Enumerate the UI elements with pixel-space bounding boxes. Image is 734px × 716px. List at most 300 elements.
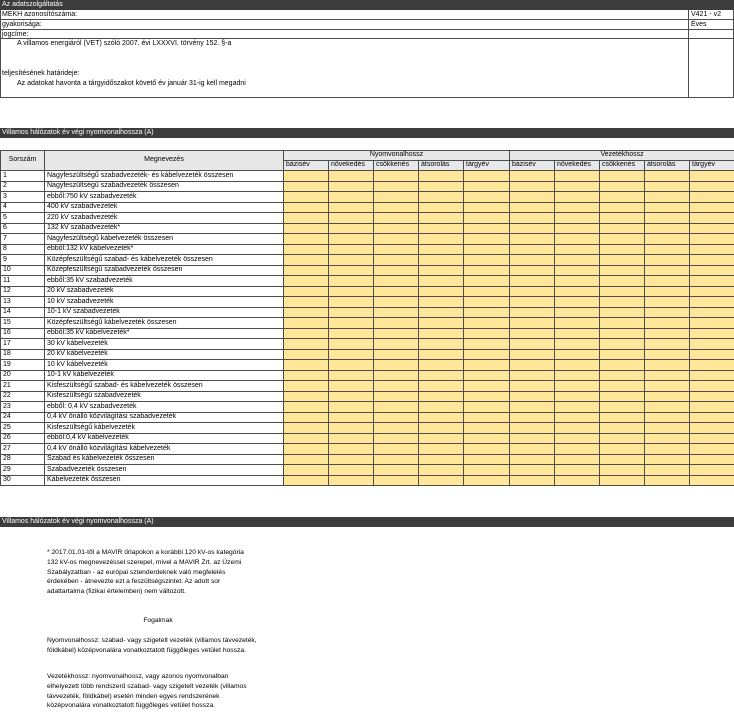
- input-cell[interactable]: [329, 370, 374, 381]
- input-cell[interactable]: [600, 349, 645, 360]
- input-cell[interactable]: [510, 444, 555, 455]
- input-cell[interactable]: [284, 391, 329, 402]
- input-cell[interactable]: [690, 255, 734, 266]
- input-cell[interactable]: [510, 265, 555, 276]
- input-cell[interactable]: [600, 171, 645, 182]
- input-cell[interactable]: [374, 402, 419, 413]
- input-cell[interactable]: [284, 202, 329, 213]
- input-cell[interactable]: [284, 328, 329, 339]
- input-cell[interactable]: [690, 265, 734, 276]
- input-cell[interactable]: [419, 234, 464, 245]
- input-cell[interactable]: [419, 307, 464, 318]
- input-cell[interactable]: [464, 423, 510, 434]
- input-cell[interactable]: [645, 391, 690, 402]
- input-cell[interactable]: [555, 381, 600, 392]
- input-cell[interactable]: [555, 360, 600, 371]
- input-cell[interactable]: [510, 475, 555, 486]
- input-cell[interactable]: [690, 234, 734, 245]
- input-cell[interactable]: [419, 192, 464, 203]
- input-cell[interactable]: [329, 234, 374, 245]
- input-cell[interactable]: [510, 202, 555, 213]
- input-cell[interactable]: [510, 213, 555, 224]
- input-cell[interactable]: [555, 223, 600, 234]
- input-cell[interactable]: [374, 360, 419, 371]
- input-cell[interactable]: [374, 391, 419, 402]
- input-cell[interactable]: [284, 213, 329, 224]
- input-cell[interactable]: [374, 297, 419, 308]
- input-cell[interactable]: [555, 202, 600, 213]
- input-cell[interactable]: [419, 171, 464, 182]
- input-cell[interactable]: [464, 349, 510, 360]
- input-cell[interactable]: [284, 276, 329, 287]
- input-cell[interactable]: [510, 391, 555, 402]
- input-cell[interactable]: [510, 234, 555, 245]
- input-cell[interactable]: [645, 181, 690, 192]
- input-cell[interactable]: [464, 276, 510, 287]
- input-cell[interactable]: [555, 433, 600, 444]
- input-cell[interactable]: [645, 360, 690, 371]
- input-cell[interactable]: [600, 423, 645, 434]
- input-cell[interactable]: [284, 181, 329, 192]
- input-cell[interactable]: [600, 412, 645, 423]
- input-cell[interactable]: [284, 381, 329, 392]
- input-cell[interactable]: [600, 360, 645, 371]
- input-cell[interactable]: [329, 213, 374, 224]
- input-cell[interactable]: [464, 475, 510, 486]
- input-cell[interactable]: [600, 370, 645, 381]
- input-cell[interactable]: [690, 171, 734, 182]
- input-cell[interactable]: [464, 360, 510, 371]
- input-cell[interactable]: [510, 328, 555, 339]
- input-cell[interactable]: [374, 318, 419, 329]
- input-cell[interactable]: [419, 391, 464, 402]
- input-cell[interactable]: [555, 318, 600, 329]
- input-cell[interactable]: [419, 286, 464, 297]
- input-cell[interactable]: [284, 339, 329, 350]
- input-cell[interactable]: [555, 370, 600, 381]
- input-cell[interactable]: [284, 433, 329, 444]
- input-cell[interactable]: [690, 381, 734, 392]
- input-cell[interactable]: [555, 465, 600, 476]
- input-cell[interactable]: [600, 339, 645, 350]
- input-cell[interactable]: [510, 297, 555, 308]
- input-cell[interactable]: [510, 255, 555, 266]
- input-cell[interactable]: [690, 475, 734, 486]
- input-cell[interactable]: [329, 255, 374, 266]
- input-cell[interactable]: [464, 444, 510, 455]
- input-cell[interactable]: [555, 213, 600, 224]
- input-cell[interactable]: [329, 433, 374, 444]
- input-cell[interactable]: [329, 381, 374, 392]
- input-cell[interactable]: [690, 370, 734, 381]
- input-cell[interactable]: [329, 339, 374, 350]
- input-cell[interactable]: [284, 265, 329, 276]
- input-cell[interactable]: [374, 213, 419, 224]
- input-cell[interactable]: [374, 276, 419, 287]
- input-cell[interactable]: [645, 192, 690, 203]
- input-cell[interactable]: [645, 433, 690, 444]
- input-cell[interactable]: [600, 286, 645, 297]
- input-cell[interactable]: [329, 223, 374, 234]
- input-cell[interactable]: [374, 286, 419, 297]
- input-cell[interactable]: [690, 349, 734, 360]
- input-cell[interactable]: [329, 328, 374, 339]
- input-cell[interactable]: [555, 402, 600, 413]
- input-cell[interactable]: [329, 465, 374, 476]
- input-cell[interactable]: [419, 465, 464, 476]
- input-cell[interactable]: [510, 412, 555, 423]
- input-cell[interactable]: [600, 244, 645, 255]
- input-cell[interactable]: [329, 286, 374, 297]
- input-cell[interactable]: [329, 402, 374, 413]
- input-cell[interactable]: [329, 307, 374, 318]
- input-cell[interactable]: [600, 318, 645, 329]
- input-cell[interactable]: [329, 454, 374, 465]
- input-cell[interactable]: [419, 328, 464, 339]
- input-cell[interactable]: [464, 234, 510, 245]
- input-cell[interactable]: [464, 286, 510, 297]
- input-cell[interactable]: [329, 244, 374, 255]
- input-cell[interactable]: [510, 171, 555, 182]
- input-cell[interactable]: [419, 475, 464, 486]
- input-cell[interactable]: [690, 213, 734, 224]
- input-cell[interactable]: [419, 402, 464, 413]
- input-cell[interactable]: [464, 381, 510, 392]
- input-cell[interactable]: [464, 433, 510, 444]
- input-cell[interactable]: [510, 465, 555, 476]
- input-cell[interactable]: [510, 244, 555, 255]
- input-cell[interactable]: [374, 234, 419, 245]
- input-cell[interactable]: [464, 370, 510, 381]
- input-cell[interactable]: [600, 433, 645, 444]
- input-cell[interactable]: [419, 181, 464, 192]
- input-cell[interactable]: [510, 402, 555, 413]
- input-cell[interactable]: [690, 223, 734, 234]
- input-cell[interactable]: [510, 318, 555, 329]
- input-cell[interactable]: [329, 265, 374, 276]
- input-cell[interactable]: [510, 349, 555, 360]
- input-cell[interactable]: [645, 339, 690, 350]
- input-cell[interactable]: [510, 423, 555, 434]
- input-cell[interactable]: [329, 349, 374, 360]
- input-cell[interactable]: [284, 192, 329, 203]
- input-cell[interactable]: [690, 318, 734, 329]
- input-cell[interactable]: [510, 286, 555, 297]
- input-cell[interactable]: [419, 360, 464, 371]
- input-cell[interactable]: [690, 276, 734, 287]
- input-cell[interactable]: [419, 276, 464, 287]
- input-cell[interactable]: [464, 297, 510, 308]
- input-cell[interactable]: [600, 255, 645, 266]
- input-cell[interactable]: [600, 402, 645, 413]
- input-cell[interactable]: [645, 234, 690, 245]
- input-cell[interactable]: [690, 307, 734, 318]
- input-cell[interactable]: [555, 475, 600, 486]
- input-cell[interactable]: [374, 171, 419, 182]
- frequency-value[interactable]: Éves: [691, 20, 707, 28]
- input-cell[interactable]: [464, 202, 510, 213]
- input-cell[interactable]: [419, 339, 464, 350]
- input-cell[interactable]: [419, 381, 464, 392]
- input-cell[interactable]: [510, 454, 555, 465]
- input-cell[interactable]: [645, 444, 690, 455]
- input-cell[interactable]: [374, 223, 419, 234]
- input-cell[interactable]: [555, 339, 600, 350]
- input-cell[interactable]: [284, 297, 329, 308]
- input-cell[interactable]: [555, 265, 600, 276]
- input-cell[interactable]: [555, 244, 600, 255]
- input-cell[interactable]: [464, 328, 510, 339]
- input-cell[interactable]: [284, 244, 329, 255]
- input-cell[interactable]: [464, 171, 510, 182]
- input-cell[interactable]: [510, 276, 555, 287]
- input-cell[interactable]: [600, 465, 645, 476]
- input-cell[interactable]: [555, 349, 600, 360]
- input-cell[interactable]: [419, 454, 464, 465]
- input-cell[interactable]: [464, 181, 510, 192]
- input-cell[interactable]: [284, 171, 329, 182]
- input-cell[interactable]: [419, 223, 464, 234]
- input-cell[interactable]: [645, 255, 690, 266]
- input-cell[interactable]: [374, 265, 419, 276]
- input-cell[interactable]: [645, 202, 690, 213]
- input-cell[interactable]: [600, 475, 645, 486]
- input-cell[interactable]: [374, 475, 419, 486]
- input-cell[interactable]: [374, 349, 419, 360]
- input-cell[interactable]: [464, 465, 510, 476]
- input-cell[interactable]: [419, 213, 464, 224]
- input-cell[interactable]: [374, 444, 419, 455]
- input-cell[interactable]: [555, 276, 600, 287]
- input-cell[interactable]: [464, 223, 510, 234]
- input-cell[interactable]: [600, 276, 645, 287]
- input-cell[interactable]: [464, 255, 510, 266]
- input-cell[interactable]: [374, 181, 419, 192]
- input-cell[interactable]: [645, 286, 690, 297]
- input-cell[interactable]: [374, 244, 419, 255]
- input-cell[interactable]: [555, 307, 600, 318]
- input-cell[interactable]: [329, 318, 374, 329]
- input-cell[interactable]: [600, 391, 645, 402]
- input-cell[interactable]: [600, 307, 645, 318]
- input-cell[interactable]: [600, 444, 645, 455]
- input-cell[interactable]: [510, 223, 555, 234]
- input-cell[interactable]: [419, 370, 464, 381]
- input-cell[interactable]: [690, 286, 734, 297]
- input-cell[interactable]: [374, 381, 419, 392]
- input-cell[interactable]: [645, 465, 690, 476]
- input-cell[interactable]: [555, 444, 600, 455]
- input-cell[interactable]: [510, 360, 555, 371]
- input-cell[interactable]: [555, 192, 600, 203]
- input-cell[interactable]: [555, 391, 600, 402]
- input-cell[interactable]: [464, 244, 510, 255]
- input-cell[interactable]: [690, 402, 734, 413]
- input-cell[interactable]: [600, 223, 645, 234]
- input-cell[interactable]: [555, 423, 600, 434]
- input-cell[interactable]: [464, 307, 510, 318]
- input-cell[interactable]: [329, 297, 374, 308]
- input-cell[interactable]: [284, 412, 329, 423]
- input-cell[interactable]: [329, 475, 374, 486]
- input-cell[interactable]: [645, 423, 690, 434]
- input-cell[interactable]: [645, 244, 690, 255]
- input-cell[interactable]: [690, 423, 734, 434]
- input-cell[interactable]: [284, 349, 329, 360]
- input-cell[interactable]: [645, 412, 690, 423]
- input-cell[interactable]: [690, 339, 734, 350]
- input-cell[interactable]: [419, 412, 464, 423]
- input-cell[interactable]: [374, 307, 419, 318]
- input-cell[interactable]: [419, 297, 464, 308]
- input-cell[interactable]: [329, 171, 374, 182]
- input-cell[interactable]: [555, 328, 600, 339]
- input-cell[interactable]: [329, 181, 374, 192]
- input-cell[interactable]: [690, 202, 734, 213]
- input-cell[interactable]: [419, 423, 464, 434]
- input-cell[interactable]: [464, 454, 510, 465]
- input-cell[interactable]: [284, 370, 329, 381]
- input-cell[interactable]: [600, 202, 645, 213]
- input-cell[interactable]: [555, 234, 600, 245]
- input-cell[interactable]: [555, 171, 600, 182]
- input-cell[interactable]: [555, 297, 600, 308]
- input-cell[interactable]: [555, 286, 600, 297]
- input-cell[interactable]: [690, 328, 734, 339]
- input-cell[interactable]: [284, 423, 329, 434]
- input-cell[interactable]: [329, 360, 374, 371]
- input-cell[interactable]: [329, 444, 374, 455]
- input-cell[interactable]: [329, 276, 374, 287]
- input-cell[interactable]: [284, 234, 329, 245]
- input-cell[interactable]: [600, 213, 645, 224]
- input-cell[interactable]: [690, 454, 734, 465]
- input-cell[interactable]: [510, 370, 555, 381]
- input-cell[interactable]: [645, 454, 690, 465]
- input-cell[interactable]: [645, 213, 690, 224]
- input-cell[interactable]: [419, 265, 464, 276]
- mekh-id-value[interactable]: V421 - v2: [691, 11, 721, 18]
- input-cell[interactable]: [555, 454, 600, 465]
- input-cell[interactable]: [645, 381, 690, 392]
- input-cell[interactable]: [284, 475, 329, 486]
- input-cell[interactable]: [464, 318, 510, 329]
- input-cell[interactable]: [510, 339, 555, 350]
- input-cell[interactable]: [645, 223, 690, 234]
- input-cell[interactable]: [284, 402, 329, 413]
- input-cell[interactable]: [284, 318, 329, 329]
- input-cell[interactable]: [690, 244, 734, 255]
- input-cell[interactable]: [329, 423, 374, 434]
- input-cell[interactable]: [374, 465, 419, 476]
- input-cell[interactable]: [284, 286, 329, 297]
- input-cell[interactable]: [510, 192, 555, 203]
- input-cell[interactable]: [645, 402, 690, 413]
- input-cell[interactable]: [419, 349, 464, 360]
- input-cell[interactable]: [284, 223, 329, 234]
- input-cell[interactable]: [510, 307, 555, 318]
- input-cell[interactable]: [419, 255, 464, 266]
- input-cell[interactable]: [374, 192, 419, 203]
- input-cell[interactable]: [645, 265, 690, 276]
- input-cell[interactable]: [645, 276, 690, 287]
- input-cell[interactable]: [690, 465, 734, 476]
- input-cell[interactable]: [645, 171, 690, 182]
- input-cell[interactable]: [690, 433, 734, 444]
- input-cell[interactable]: [374, 255, 419, 266]
- input-cell[interactable]: [690, 181, 734, 192]
- input-cell[interactable]: [555, 181, 600, 192]
- input-cell[interactable]: [374, 412, 419, 423]
- input-cell[interactable]: [600, 297, 645, 308]
- input-cell[interactable]: [600, 265, 645, 276]
- input-cell[interactable]: [464, 339, 510, 350]
- input-cell[interactable]: [645, 307, 690, 318]
- input-cell[interactable]: [464, 213, 510, 224]
- input-cell[interactable]: [374, 433, 419, 444]
- input-cell[interactable]: [374, 454, 419, 465]
- input-cell[interactable]: [600, 192, 645, 203]
- input-cell[interactable]: [464, 192, 510, 203]
- input-cell[interactable]: [329, 412, 374, 423]
- input-cell[interactable]: [555, 412, 600, 423]
- input-cell[interactable]: [645, 328, 690, 339]
- input-cell[interactable]: [374, 328, 419, 339]
- input-cell[interactable]: [374, 423, 419, 434]
- input-cell[interactable]: [374, 370, 419, 381]
- input-cell[interactable]: [374, 202, 419, 213]
- input-cell[interactable]: [329, 192, 374, 203]
- input-cell[interactable]: [419, 318, 464, 329]
- input-cell[interactable]: [510, 381, 555, 392]
- input-cell[interactable]: [419, 444, 464, 455]
- input-cell[interactable]: [600, 328, 645, 339]
- input-cell[interactable]: [419, 433, 464, 444]
- input-cell[interactable]: [645, 297, 690, 308]
- input-cell[interactable]: [419, 202, 464, 213]
- input-cell[interactable]: [600, 381, 645, 392]
- input-cell[interactable]: [690, 360, 734, 371]
- input-cell[interactable]: [645, 370, 690, 381]
- input-cell[interactable]: [464, 402, 510, 413]
- input-cell[interactable]: [284, 444, 329, 455]
- input-cell[interactable]: [690, 444, 734, 455]
- input-cell[interactable]: [464, 265, 510, 276]
- input-cell[interactable]: [690, 192, 734, 203]
- input-cell[interactable]: [464, 391, 510, 402]
- input-cell[interactable]: [329, 391, 374, 402]
- input-cell[interactable]: [600, 234, 645, 245]
- input-cell[interactable]: [510, 433, 555, 444]
- input-cell[interactable]: [690, 297, 734, 308]
- input-cell[interactable]: [284, 465, 329, 476]
- input-cell[interactable]: [329, 202, 374, 213]
- input-cell[interactable]: [374, 339, 419, 350]
- input-cell[interactable]: [600, 181, 645, 192]
- input-cell[interactable]: [645, 349, 690, 360]
- input-cell[interactable]: [645, 475, 690, 486]
- input-cell[interactable]: [690, 412, 734, 423]
- input-cell[interactable]: [284, 255, 329, 266]
- input-cell[interactable]: [690, 391, 734, 402]
- input-cell[interactable]: [284, 360, 329, 371]
- input-cell[interactable]: [510, 181, 555, 192]
- input-cell[interactable]: [464, 412, 510, 423]
- input-cell[interactable]: [419, 244, 464, 255]
- input-cell[interactable]: [645, 318, 690, 329]
- input-cell[interactable]: [555, 255, 600, 266]
- input-cell[interactable]: [284, 307, 329, 318]
